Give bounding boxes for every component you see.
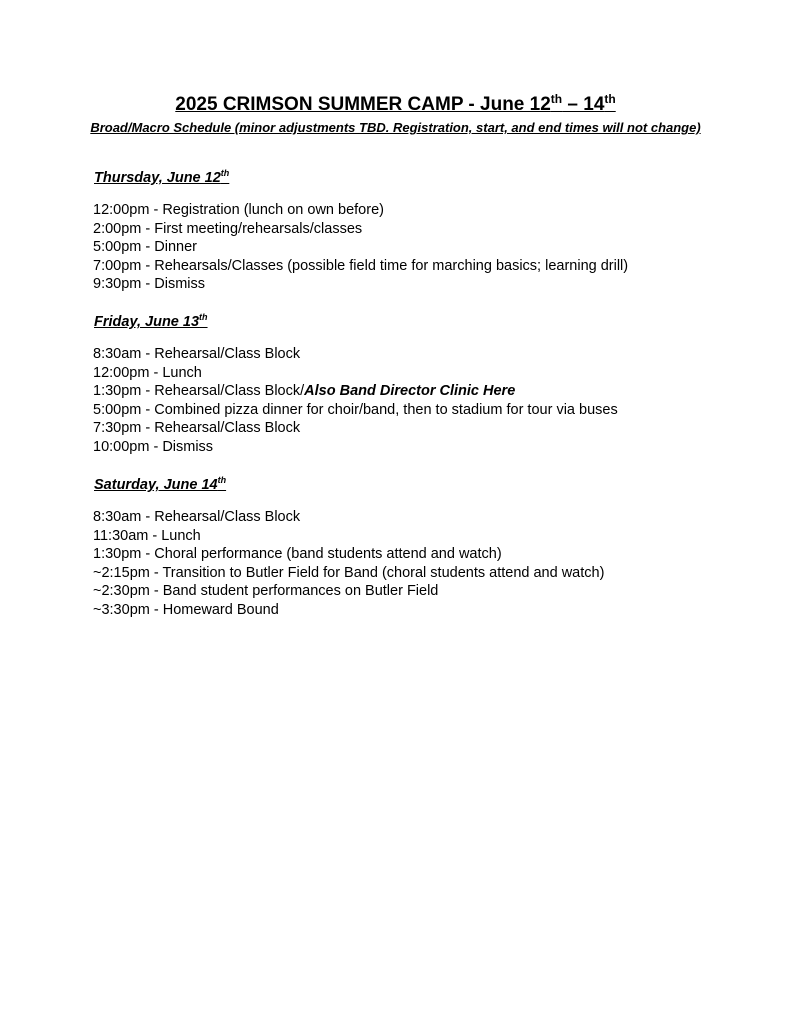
day-heading-thursday bbox=[94, 168, 229, 188]
schedule-item: ~2:30pm - Band student performances on Butler Field bbox=[93, 583, 439, 599]
schedule-item: ~3:30pm - Homeward Bound bbox=[93, 601, 279, 618]
schedule-item: 11:30am - Lunch bbox=[93, 527, 201, 544]
day-heading-superscript: th bbox=[199, 312, 208, 322]
schedule-item: 12:00pm - Lunch bbox=[93, 364, 202, 381]
title-dash: – 14 bbox=[562, 94, 605, 115]
schedule-item: 5:00pm - Dinner bbox=[93, 239, 197, 255]
schedule-item: 7:00pm - Rehearsals/Classes (possible field time for marching basics; learning drill) bbox=[93, 257, 629, 274]
schedule-item-text: 1:30pm - Rehearsal/Class Block/ bbox=[93, 383, 305, 399]
day-heading-text: Saturday, June 14 bbox=[94, 477, 218, 493]
schedule-item: 7:30pm - Rehearsal/Class Block bbox=[93, 420, 301, 436]
day-heading-text: Friday, June 13 bbox=[94, 314, 200, 330]
title-main: 2025 CRIMSON SUMMER CAMP - June 12 bbox=[175, 94, 551, 115]
day-heading-friday bbox=[94, 312, 208, 332]
schedule-item: 2:00pm - First meeting/rehearsals/classes bbox=[93, 220, 363, 237]
schedule-item: 5:00pm - Combined pizza dinner for choir/band, then to stadium for tour via buses bbox=[93, 401, 618, 418]
schedule-item: 9:30pm - Dismiss bbox=[93, 276, 205, 292]
title-superscript-1: th bbox=[550, 92, 563, 106]
schedule-item bbox=[93, 382, 618, 401]
page-subtitle: Broad/Macro Schedule (minor adjustments TBD. Registration, start, and end times will not change) bbox=[90, 120, 701, 135]
schedule-item: 10:00pm - Dismiss bbox=[93, 438, 214, 455]
schedule-item: 8:30am - Rehearsal/Class Block bbox=[93, 509, 301, 525]
day-heading-saturday bbox=[94, 475, 226, 495]
day-heading-superscript: th bbox=[220, 168, 230, 178]
title-superscript-2: th bbox=[604, 92, 616, 106]
schedule-item: 12:00pm - Registration (lunch on own before) bbox=[93, 202, 384, 218]
day-heading-superscript: th bbox=[217, 475, 227, 485]
schedule-item: ~2:15pm - Transition to Butler Field for Band (choral students attend and watch) bbox=[93, 564, 605, 581]
page-title bbox=[0, 92, 791, 118]
schedule-list-thursday bbox=[93, 201, 628, 294]
schedule-list-saturday bbox=[93, 508, 604, 619]
schedule-item-emphasis: Also Band Director Clinic Here bbox=[304, 383, 516, 399]
schedule-item: 8:30am - Rehearsal/Class Block bbox=[93, 346, 301, 362]
schedule-item: 1:30pm - Choral performance (band students attend and watch) bbox=[93, 546, 502, 562]
schedule-list-friday bbox=[93, 345, 618, 456]
day-heading-text: Thursday, June 12 bbox=[94, 170, 221, 186]
